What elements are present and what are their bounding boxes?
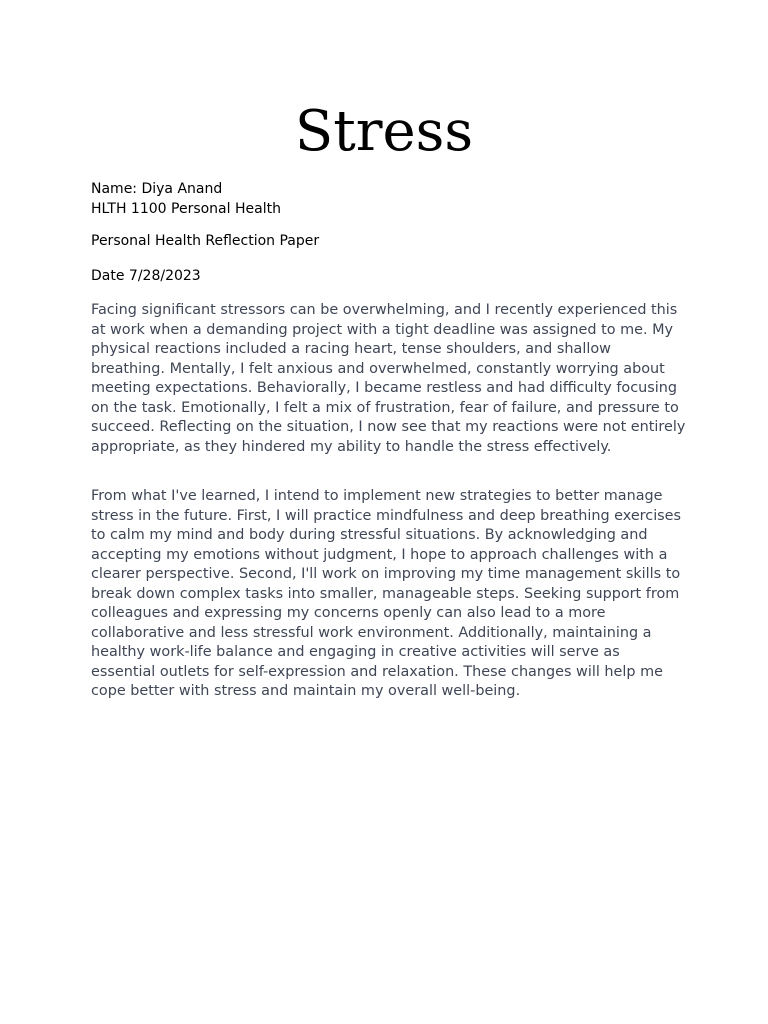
body-paragraph: Facing significant stressors can be overwhelming, and I recently experienced this at work when a demanding project with a tight deadline was assigned to me. My physical reactions included a racing heart, tense shoulders, and shallow breathing. Mentally, I felt anxious and overwhelmed, constantly worrying about meeting expectations. Behaviorally, I became restless and had difficulty focusing on the task. Emotionally, I felt a mix of frustration, fear of failure, and pressure to succeed. Reflecting on the situation, I now see that my reactions were not entirely appropriate, as they hindered my ability to handle the stress effectively. [91,302,686,455]
paper-date: Date 7/28/2023 [91,268,201,284]
document-title: Stress [294,99,474,164]
author-name: Name: Diya Anand [91,181,223,197]
body-paragraph: From what I've learned, I intend to implement new strategies to better manage stress in the future. First, I will practice mindfulness and deep breathing exercises to calm my mind and body during stressful situations. By acknowledging and accepting my emotions without judgment, I hope to approach challenges with a clearer perspective. Second, I'll work on improving my time management skills to break down complex tasks into smaller, manageable steps. Seeking support from colleagues and expressing my concerns openly can also lead to a more collaborative and less stressful work environment. Additionally, maintaining a healthy work-life balance and engaging in creative activities will serve as essential outlets for self-expression and relaxation. These changes will help me cope better with stress and maintain my overall well-being. [91,488,682,699]
paper-type: Personal Health Reflection Paper [91,233,320,249]
course-name: HLTH 1100 Personal Health [91,201,281,217]
